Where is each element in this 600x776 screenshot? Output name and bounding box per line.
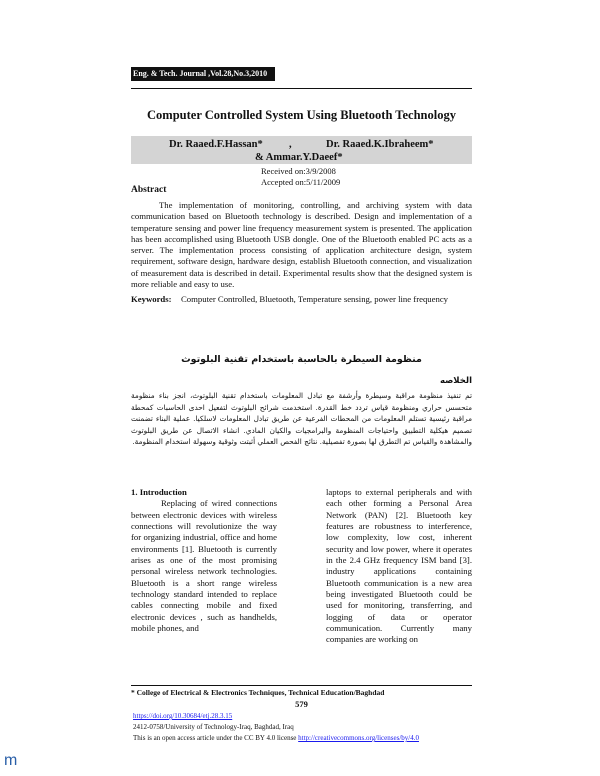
received-date: Received on:3/9/2008 <box>261 166 336 176</box>
keywords <box>131 294 472 305</box>
doi-link[interactable]: https://doi.org/10.30684/etj.28.3.15 <box>133 712 233 720</box>
arabic-abstract-body: تم تنفيذ منظومة مراقبة وسيطرة وأرشفة مع تبادل المعلومات باستخدام تقنية البلوتوث، انجز بناء منظومة متحسس حراري ومنظومة قياس تردد خط القدرة. استخدمت شرائح البلوتوث لتفعيل احدى الحاسبات كمحطة مراقبة رئيسية تستلم المعلومات من المحطات الفرعية عن طريق تبادل المعلومات لاسلكيا. عملية البناء تضمنت تصميم هيكلية التطبيق واحتياجات المنظومة والبرامجيات والكيان المادي. انشاء الاتصال عن طريق البلوتوث والمشاهدة والقياس تم التطرق لها بصورة تفصيلية. نتائج الفحص العملي أثبتت وثوقية وسهولة استخدام المنظومة. <box>131 391 472 447</box>
author-2: Dr. Raaed.K.Ibraheem* <box>326 139 434 150</box>
license-text: This is an open access article under the CC BY 4.0 license <box>133 734 299 742</box>
author-1: Dr. Raaed.F.Hassan* <box>169 139 263 150</box>
journal-header: Eng. & Tech. Journal ,Vol.28,No.3,2010 <box>131 67 275 81</box>
arabic-title: منظومة السيطرة بالحاسبة باستخدام تقنية البلوتوث <box>181 354 422 365</box>
page-number: 579 <box>295 699 308 709</box>
abstract-body: The implementation of monitoring, controlling, and archiving system with data communication based on Bluetooth technology is described. Design and implementation of a temperature sensing and power line frequency measurement system is presented. The application has been accomplished using Bluetooth USB dongle. One of the Bluetooth enabled PC acts as a server. The implementation process consisting of application architecture design, system requirement, software design, hardware design, establish Bluetooth connection, and visualization of measurement data is described in detail. Experimental results show that the designed system is more reliable and easy to use. <box>131 200 472 290</box>
intro-heading: 1. Introduction <box>131 487 187 497</box>
affiliation-footnote: * College of Electrical & Electronics Techniques, Technical Education/Baghdad <box>131 688 385 697</box>
license-line <box>133 734 419 742</box>
intro-left-column <box>131 487 277 634</box>
site-logo[interactable]: m <box>4 752 18 769</box>
footnote-rule <box>131 685 472 686</box>
intro-right-column <box>326 487 472 646</box>
issn-line: 2412-0758/University of Technology-Iraq, Baghdad, Iraq <box>133 723 294 731</box>
accepted-date: Accepted on:5/11/2009 <box>261 177 341 187</box>
keywords-text: Computer Controlled, Bluetooth, Temperature sensing, power line frequency <box>181 294 449 304</box>
author-separator: , <box>289 139 292 150</box>
paper-title: Computer Controlled System Using Bluetooth Technology <box>147 108 456 122</box>
arabic-abstract-heading: الخلاصه <box>439 376 472 386</box>
header-rule <box>131 88 472 89</box>
author-3: & Ammar.Y.Daeef* <box>255 152 343 163</box>
abstract-heading: Abstract <box>131 185 167 195</box>
intro-paragraph-left: Replacing of wired connections between electronic devices with wireless connections will revolutionize the way for organizing industrial, office and home environments [1]. Bluetooth is currently arises as one of the most promising personal wireless network technologies. Bluetooth is a short range wireless technology standard intended to replace cables connecting mobile and fixed electronic devices , such as handhelds, mobile phones, and <box>131 498 277 634</box>
license-link[interactable]: http://creativecommons.org/licenses/by/4.0 <box>298 734 419 742</box>
keywords-label: Keywords: <box>131 294 172 304</box>
intro-paragraph-right: laptops to external peripherals and with each other forming a Personal Area Network (PAN) [2]. Bluetooth key features are robustness to interference, low complexity, low cost, inherent security and low power, where it operates in the 2.4 GHz frequency ISM band [3]. industry applications containing Bluetooth communication is a new area being investigated Bluetooth could be used for monitoring, transferring, and logging of data or operator communication. Currently many companies are working on <box>326 487 472 645</box>
